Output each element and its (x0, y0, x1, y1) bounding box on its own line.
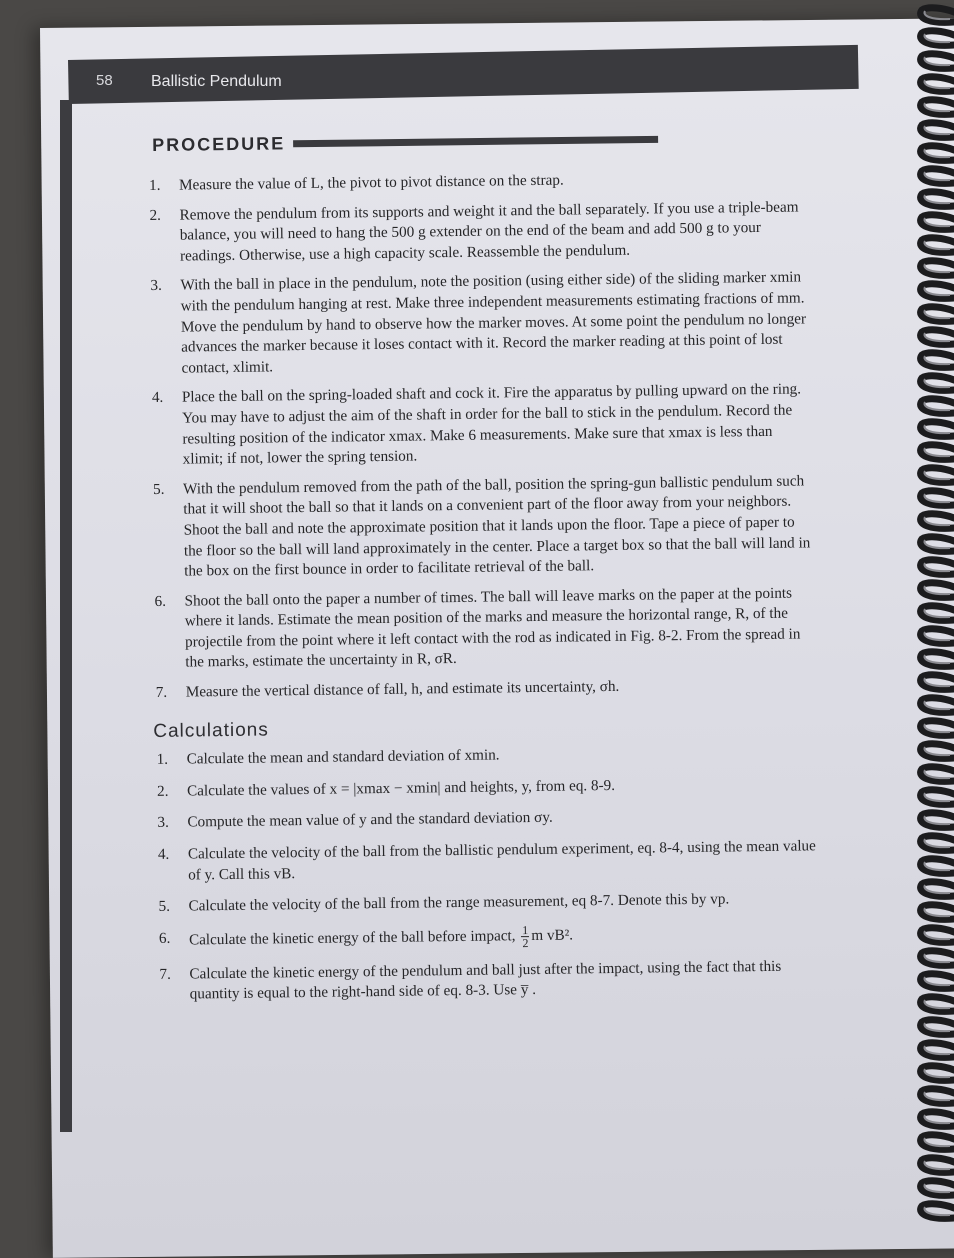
procedure-item (151, 380, 812, 471)
binding-coil (921, 1112, 954, 1127)
binding-coil (921, 514, 954, 529)
calculation-item (158, 920, 818, 954)
binding-coil (921, 330, 954, 345)
binding-coil (921, 836, 954, 851)
item-number: 3. (150, 277, 162, 295)
calculation-item (158, 956, 818, 1006)
item-text: Measure the value of L, the pivot to pivot distance on the strap. (179, 171, 564, 194)
binding-coil (921, 468, 954, 483)
item-number: 5. (158, 897, 171, 916)
binding-coil (921, 583, 954, 598)
procedure-item (149, 268, 810, 380)
binding-coil (921, 8, 954, 23)
item-text: Calculate the kinetic energy of the ball before impact, (188, 927, 520, 949)
binding-coil (921, 790, 954, 805)
item-number: 2. (156, 782, 169, 800)
procedure-item (152, 471, 813, 583)
calculations-list (156, 742, 819, 1006)
procedure-heading-label: PROCEDURE (152, 133, 286, 155)
fraction-denominator: 2 (522, 935, 529, 950)
binding-coil (921, 146, 954, 161)
binding-coil (921, 767, 954, 782)
binding-coil (921, 238, 954, 253)
item-number: 7. (159, 965, 171, 983)
left-margin-rule (60, 100, 72, 1132)
fraction-numerator: 1 (522, 922, 529, 937)
item-text: Calculate the velocity of the ball from the ballistic pendulum experiment, eq. 8-4, using the mean value of y. Call this vB. (187, 837, 816, 884)
header-title: Ballistic Pendulum (151, 73, 282, 90)
procedure-list (148, 167, 815, 703)
binding-coil (921, 652, 954, 667)
binding-coil (921, 77, 954, 92)
binding-coil (921, 123, 954, 138)
binding-coil (921, 399, 954, 414)
binding-coil (921, 169, 954, 184)
procedure-item (155, 674, 815, 703)
binding-coil (921, 215, 954, 230)
item-text: Calculate the kinetic energy of the pendulum and ball just after the impact, using the fact that this quantity is equal to the right-hand side of eq. 8-3. Use y̅ . (189, 957, 782, 1003)
item-text: Compute the mean value of y and the standard deviation σy. (187, 809, 553, 831)
binding-coil (921, 1066, 954, 1081)
binding-coil (921, 813, 954, 828)
binding-coil (921, 537, 954, 552)
binding-coil (921, 1043, 954, 1058)
item-number: 3. (157, 814, 169, 832)
binding-coil (921, 698, 954, 713)
item-number: 6. (158, 929, 171, 947)
item-number: 6. (154, 592, 167, 610)
binding-coil (921, 675, 954, 690)
procedure-item (153, 583, 814, 674)
binding-coil (921, 1089, 954, 1104)
binding-coil (921, 721, 954, 736)
item-text: Calculate the velocity of the ball from the range measurement, eq 8-7. Denote this by vp. (188, 890, 730, 915)
item-number: 7. (155, 683, 168, 702)
binding-coil (921, 376, 954, 391)
item-number: 2. (149, 206, 162, 224)
one-half-fraction (521, 924, 529, 949)
binding-coil (921, 31, 954, 46)
binding-coil (921, 997, 954, 1012)
procedure-item (148, 197, 809, 267)
binding-coil (921, 928, 954, 943)
item-number: 4. (157, 845, 170, 863)
binding-coil (921, 284, 954, 299)
calculations-heading: Calculations (153, 719, 269, 742)
item-text-after: m vB². (531, 926, 574, 944)
item-number: 1. (149, 176, 161, 194)
binding-coil (921, 882, 954, 897)
item-number: 4. (151, 389, 164, 407)
item-number: 1. (156, 751, 169, 769)
calculation-item (157, 836, 817, 886)
item-text: With the ball in place in the pendulum, note the position (using either side) of the sliding marker xmin with the pendulum hanging at rest. Make three independent measurements estimating fractions of mm. Move the pendulum by hand to observe how the marker moves. At some point the pendulum no longer advances the marker because it loses contact with it. Record the marker reading at this point of lost contact, xlimit. (180, 268, 807, 377)
item-text: Calculate the mean and standard deviation of xmin. (186, 746, 500, 768)
binding-coil (921, 859, 954, 874)
binding-coil (921, 629, 954, 644)
page-number: 58 (96, 72, 113, 89)
page-content (148, 167, 819, 1017)
binding-coil (921, 1158, 954, 1173)
item-text: Place the ball on the spring-loaded shaft and cock it. Fire the apparatus by pulling upward on the ring. You may have to adjust the aim of the shaft in order for the ball to stick in the pendulum. Record the resulting position of the indicator xmax. Make 6 measurements. Make sure that xmax is less than xlimit; if not, lower the spring tension. (181, 380, 802, 468)
binding-coil (921, 1135, 954, 1150)
binding-coil (921, 905, 954, 920)
item-text: Remove the pendulum from its supports and weight it and the ball separately. If you use a triple-beam balance, you will need to hang the 500 g extender on the end of the beam and add 500 g to your readings. Otherwise, use a high capacity scale. Reassemble the pendulum. (179, 198, 799, 265)
binding-coil (921, 491, 954, 506)
binding-coil (921, 445, 954, 460)
spiral-binding (910, 0, 954, 1230)
binding-coil (921, 54, 954, 69)
binding-coil (921, 261, 954, 276)
item-number: 5. (152, 480, 165, 498)
binding-coil (921, 560, 954, 575)
binding-coil (921, 307, 954, 322)
item-text: Calculate the values of x = |xmax − xmin| and heights, y, from eq. 8-9. (186, 776, 616, 800)
binding-coil (921, 974, 954, 989)
calculation-item (156, 773, 816, 802)
procedure-heading-bar (293, 136, 658, 147)
binding-coil (921, 1020, 954, 1035)
binding-coil (921, 100, 954, 115)
binding-coil (921, 353, 954, 368)
binding-coil (921, 744, 954, 759)
binding-coil (921, 1204, 954, 1219)
calculation-item (156, 742, 816, 771)
binding-coil (921, 606, 954, 621)
calculation-item (156, 805, 816, 834)
binding-coil (921, 951, 954, 966)
calculation-item (157, 889, 817, 918)
item-text: Measure the vertical distance of fall, h, and estimate its uncertainty, σh. (185, 677, 620, 701)
item-text: With the pendulum removed from the path of the ball, position the spring-gun ballistic pendulum such that it will shoot the ball so that it lands on a convenient part of the floor away from your neighbors. Shoot the ball and note the approximate position that it lands upon the floor. Tape a piece of paper to the floor so the ball will land approximately in the center. Place a target box so that the ball will land in the box on the first bounce in order to facilitate retrieval of the ball. (182, 472, 811, 580)
binding-coil (921, 1181, 954, 1196)
binding-coil (921, 422, 954, 437)
item-text: Shoot the ball onto the paper a number of times. The ball will leave marks on the paper at the points where it lands. Estimate the mean position of the marks and measure the horizontal range, R, of the projectile from the point where it left contact with the rod as indicated in Fig. 8-2. From the spread in the marks, estimate the uncertainty in R, σR. (184, 584, 801, 672)
binding-coil (921, 192, 954, 207)
